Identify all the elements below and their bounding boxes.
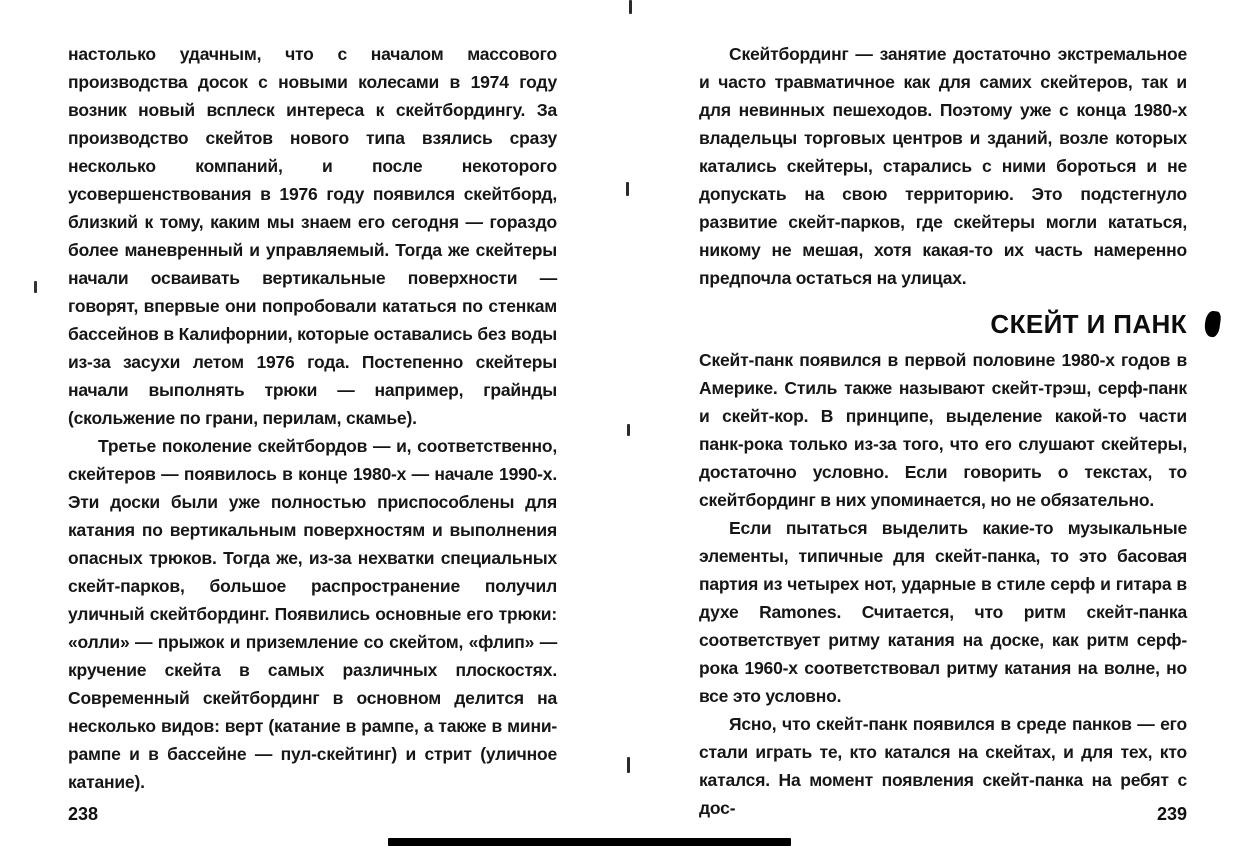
page-left-text-block [68,40,557,796]
paragraph-right-1: Скейт-панк появился в первой половине 1980-х годов в Америке. Стиль также называют скейт-трэш, серф-панк и скейт-кор. В принципе, выделение какой-то части панк-рока только из-за того, что его слушают скейтеры, достаточно условно. Если говорить о текстах, то скейтбординг в них упоминается, но не обязательно. [699,350,1187,510]
scan-artifact-fold-tick [629,0,632,14]
section-heading: СКЕЙТ И ПАНК [990,309,1187,339]
page-number-left: 238 [68,804,99,824]
scan-artifact-fold-tick [627,757,630,773]
scan-artifact-fold-tick [626,182,629,196]
scan-artifact-fold-tick [627,424,630,436]
page-right-text-block [699,40,1187,822]
scan-artifact-edge-mark [34,281,37,293]
paragraph-left-2: Третье поколение скейтбордов — и, соответственно, скейтеров — появилось в конце 1980-х — начале 1990-х. Эти доски были уже полностью приспособлены для катания по вертикальным поверхностям и выполнения опасных трюков. Тогда же, из-за нехватки специальных скейт-парков, большое распространение получил уличный скейтбординг. Появились основные его трюки: «олли» — прыжок и приземление со скейтом, «флип» — кручение скейта в самых различных плоскостях. Современный скейтбординг в основном делится на несколько видов: верт (катание в рампе, а также в мини-рампе и в бассейне — пул-скейтинг) и стрит (уличное катание). [68,436,557,792]
page-number-right: 239 [1156,804,1187,824]
paragraph-right-2: Если пытаться выделить какие-то музыкальные элементы, типичные для скейт-панка, то это басовая партия из четырех нот, ударные в стиле серф и гитара в духе Ramones. Считается, что ритм скейт-панка соответствует ритму катания на доске, как ритм серф-рока 1960-х соответствовал ритму катания на волне, но все это условно. [699,518,1187,706]
scan-artifact-bottom-bar [388,838,791,846]
paragraph-right-3: Ясно, что скейт-панк появился в среде панков — его стали играть те, кто катался на скейтах, и для тех, кто катался. На момент появления скейт-панка на ребят с дос- [699,714,1187,818]
scan-artifact-ink-blob [1203,310,1221,338]
paragraph-right-intro: Скейтбординг — занятие достаточно экстремальное и часто травматичное как для самих скейтеров, так и для невинных пешеходов. Поэтому уже с конца 1980-х владельцы торговых центров и зданий, возле которых катались скейтеры, старались с ними бороться и не допускать на свою территорию. Это подстегнуло развитие скейт-парков, где скейтеры могли кататься, никому не мешая, хотя какая-то их часть намеренно предпочла остаться на улицах. [699,44,1187,288]
paragraph-left-1: настолько удачным, что с началом массового производства досок с новыми колесами в 1974 году возник новый всплеск интереса к скейтбордингу. За производство скейтов нового типа взялись сразу несколько компаний, и после некоторого усовершенствования в 1976 году появился скейтборд, близкий к тому, каким мы знаем его сегодня — гораздо более маневренный и управляемый. Тогда же скейтеры начали осваивать вертикальные поверхности — говорят, впервые они попробовали кататься по стенкам бассейнов в Калифорнии, которые оставались без воды из-за засухи летом 1976 года. Постепенно скейтеры начали выполнять трюки — например, грайнды (скольжение по грани, перилам, скамье). [68,44,557,428]
